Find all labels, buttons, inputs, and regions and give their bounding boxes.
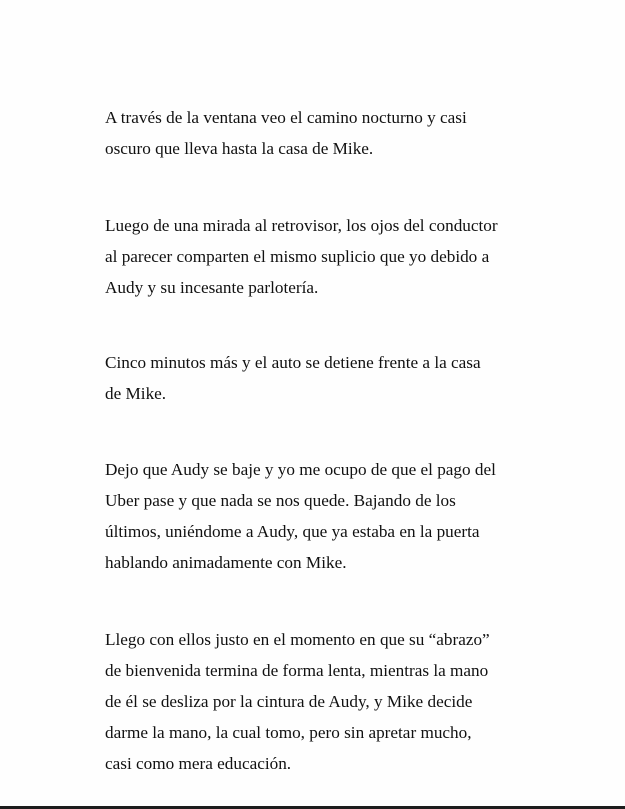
text-line: hablando animadamente con Mike. bbox=[105, 553, 347, 572]
text-line: A través de la ventana veo el camino nocturno y casi bbox=[105, 108, 467, 127]
paragraph bbox=[105, 624, 575, 779]
text-line: Luego de una mirada al retrovisor, los ojos del conductor bbox=[105, 216, 498, 235]
text-line: darme la mano, la cual tomo, pero sin apretar mucho, bbox=[105, 723, 472, 742]
paragraph bbox=[105, 102, 575, 164]
text-line: al parecer comparten el mismo suplicio que yo debido a bbox=[105, 247, 490, 266]
text-line: de él se desliza por la cintura de Audy, y Mike decide bbox=[105, 692, 473, 711]
text-line: de Mike. bbox=[105, 384, 167, 403]
text-line: últimos, uniéndome a Audy, que ya estaba en la puerta bbox=[105, 522, 480, 541]
text-line: Audy y su incesante parlotería. bbox=[105, 278, 319, 297]
paragraph bbox=[105, 347, 575, 409]
paragraph bbox=[105, 210, 575, 303]
text-line: Uber pase y que nada se nos quede. Bajando de los bbox=[105, 491, 456, 510]
text-line: oscuro que lleva hasta la casa de Mike. bbox=[105, 139, 374, 158]
text-line: de bienvenida termina de forma lenta, mientras la mano bbox=[105, 661, 489, 680]
text-line: Cinco minutos más y el auto se detiene frente a la casa bbox=[105, 353, 481, 372]
text-line: Dejo que Audy se baje y yo me ocupo de que el pago del bbox=[105, 460, 496, 479]
paragraph bbox=[105, 454, 575, 578]
text-line: casi como mera educación. bbox=[105, 754, 292, 773]
text-line: Llego con ellos justo en el momento en que su “abrazo” bbox=[105, 630, 490, 649]
